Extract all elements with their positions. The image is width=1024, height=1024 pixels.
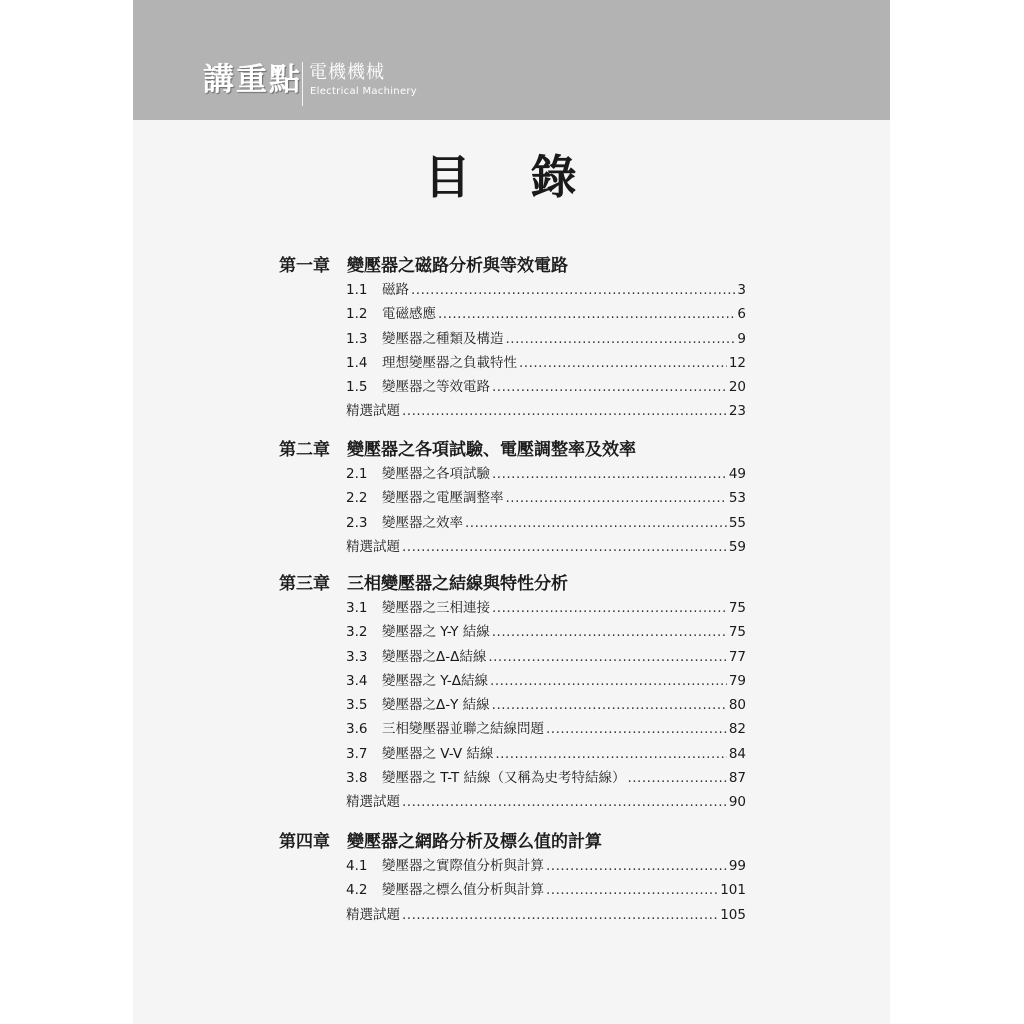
toc-entry[interactable] [346, 742, 746, 766]
section-number: 1.5 [346, 379, 368, 396]
page-number: 53 [728, 490, 746, 507]
section-number: 2.1 [346, 466, 368, 482]
section-title: 精選試題 [346, 906, 400, 923]
dot-leader [492, 693, 727, 717]
section-title: 變壓器之 Y-Y 結線 [382, 624, 490, 641]
dot-leader [490, 669, 727, 693]
toc-entry[interactable] [346, 351, 746, 375]
chapter-title: 變壓器之各項試驗、電壓調整率及效率 [347, 440, 636, 460]
toc-entry[interactable] [346, 693, 746, 717]
section-number: 3.7 [346, 745, 368, 762]
section-number: 3.4 [346, 672, 368, 689]
page-number: 90 [728, 794, 746, 811]
dot-leader [492, 375, 727, 399]
dot-leader [506, 327, 736, 351]
dot-leader [402, 790, 727, 814]
page-title: 目 錄 [424, 150, 599, 204]
chapter-number: 第四章 [279, 832, 330, 852]
section-number: 4.2 [346, 882, 368, 899]
header-band [133, 0, 890, 120]
section-number: 3.2 [346, 624, 368, 641]
chapter-number: 第二章 [279, 440, 330, 460]
section-title: 三相變壓器並聯之結線問題 [382, 721, 544, 738]
dot-leader [465, 511, 727, 535]
toc-entry[interactable] [346, 462, 746, 486]
section-number: 3.8 [346, 770, 368, 787]
page-number: 105 [720, 906, 746, 923]
dot-leader [438, 302, 735, 326]
page-number: 75 [728, 600, 746, 616]
page-number: 9 [737, 330, 746, 347]
section-title: 變壓器之種類及構造 [382, 330, 504, 347]
book-title-english: Electrical Machinery [310, 86, 418, 97]
brand-divider [302, 62, 303, 106]
page-number: 79 [728, 672, 746, 689]
section-title: 變壓器之實際值分析與計算 [382, 858, 544, 874]
toc-entry[interactable] [346, 596, 746, 620]
section-number: 2.3 [346, 514, 368, 531]
dot-leader [495, 742, 726, 766]
toc-entry[interactable] [346, 766, 746, 790]
page-number: 80 [728, 697, 746, 714]
section-number: 3.3 [346, 648, 368, 665]
dot-leader [402, 903, 718, 927]
dot-leader [546, 717, 727, 741]
section-number: 3.5 [346, 697, 368, 714]
dot-leader [402, 535, 727, 559]
section-title: 變壓器之 V-V 結線 [382, 745, 494, 762]
toc-entry[interactable] [346, 511, 746, 535]
section-title: 變壓器之三相連接 [382, 600, 490, 616]
series-logo: 講重點 [203, 62, 302, 98]
page-number: 55 [728, 514, 746, 531]
section-title: 變壓器之標么值分析與計算 [382, 882, 544, 899]
page-number: 75 [728, 624, 746, 641]
section-list [346, 278, 746, 424]
chapter-number: 第三章 [279, 574, 330, 594]
section-title: 變壓器之 Y-Δ結線 [382, 672, 489, 689]
toc-entry[interactable] [346, 645, 746, 669]
chapter-heading[interactable] [279, 572, 568, 596]
section-title: 變壓器之 T-T 結線（又稱為史考特結線） [382, 770, 626, 787]
section-number: 3.1 [346, 600, 368, 616]
page-number: 6 [737, 306, 746, 323]
dot-leader [411, 278, 735, 302]
chapter-heading[interactable] [279, 438, 636, 462]
toc-entry[interactable] [346, 854, 746, 878]
section-number: 1.2 [346, 306, 368, 323]
section-number: 1.1 [346, 282, 368, 298]
section-number: 3.6 [346, 721, 368, 738]
dot-leader [519, 351, 727, 375]
page-number: 3 [737, 282, 746, 298]
page-number: 49 [728, 466, 746, 482]
toc-entry[interactable] [346, 375, 746, 399]
chapter-heading[interactable] [279, 254, 568, 278]
page-number: 87 [728, 770, 746, 787]
section-title: 精選試題 [346, 403, 400, 420]
page-number: 59 [728, 538, 746, 555]
dot-leader [492, 596, 727, 620]
section-number: 4.1 [346, 858, 368, 874]
dot-leader [492, 620, 727, 644]
section-title: 理想變壓器之負載特性 [382, 354, 517, 371]
toc-entry-exercises[interactable] [346, 399, 746, 423]
page-number: 101 [720, 882, 746, 899]
section-list [346, 462, 746, 559]
page-number: 20 [728, 379, 746, 396]
toc-entry[interactable] [346, 669, 746, 693]
section-title: 變壓器之等效電路 [382, 379, 490, 396]
toc-entry[interactable] [346, 620, 746, 644]
section-title: 變壓器之Δ-Δ結線 [382, 648, 487, 665]
dot-leader [627, 766, 726, 790]
section-list [346, 854, 746, 927]
page-number: 84 [728, 745, 746, 762]
book-title: 電機機械 [309, 62, 385, 83]
section-title: 變壓器之電壓調整率 [382, 490, 504, 507]
section-title: 變壓器之各項試驗 [382, 466, 490, 482]
page-number: 12 [728, 354, 746, 371]
dot-leader [546, 854, 727, 878]
chapter-title: 變壓器之網路分析及標么值的計算 [347, 832, 602, 852]
toc-entry-exercises[interactable] [346, 903, 746, 927]
section-title: 磁路 [382, 282, 409, 298]
section-number: 1.4 [346, 354, 368, 371]
dot-leader [402, 399, 727, 423]
dot-leader [492, 462, 727, 486]
page-number: 23 [728, 403, 746, 420]
toc-entry[interactable] [346, 302, 746, 326]
chapter-title: 變壓器之磁路分析與等效電路 [347, 256, 568, 276]
toc-entry[interactable] [346, 278, 746, 302]
chapter-title: 三相變壓器之結線與特性分析 [347, 574, 568, 594]
section-title: 變壓器之效率 [382, 514, 463, 531]
chapter-number: 第一章 [279, 256, 330, 276]
toc-entry[interactable] [346, 878, 746, 902]
page-number: 77 [728, 648, 746, 665]
section-title: 精選試題 [346, 794, 400, 811]
document-page [133, 0, 890, 1024]
section-title: 變壓器之Δ-Y 結線 [382, 697, 490, 714]
chapter-heading[interactable] [279, 830, 602, 854]
page-number: 82 [728, 721, 746, 738]
toc-entry[interactable] [346, 327, 746, 351]
section-number: 1.3 [346, 330, 368, 347]
section-title: 電磁感應 [382, 306, 436, 323]
section-title: 精選試題 [346, 538, 400, 555]
toc-entry-exercises[interactable] [346, 790, 746, 814]
section-list [346, 596, 746, 815]
dot-leader [488, 645, 726, 669]
dot-leader [506, 486, 727, 510]
dot-leader [546, 878, 718, 902]
toc-entry[interactable] [346, 486, 746, 510]
toc-entry[interactable] [346, 717, 746, 741]
section-number: 2.2 [346, 490, 368, 507]
toc-entry-exercises[interactable] [346, 535, 746, 559]
page-number: 99 [728, 858, 746, 874]
